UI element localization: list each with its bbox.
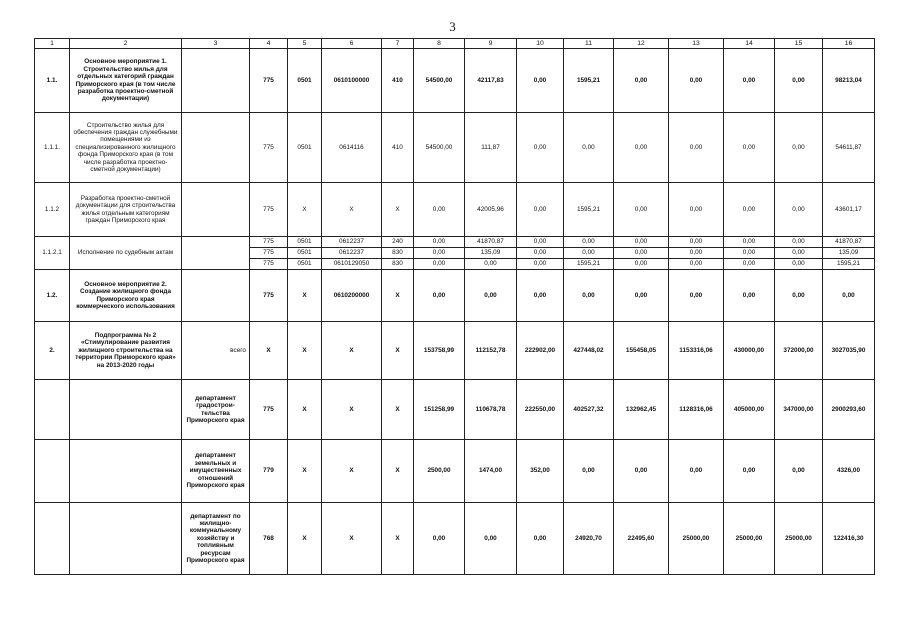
table-cell: 410 [382,113,414,183]
table-cell: 25000,00 [775,503,823,575]
table-cell: 0,00 [614,183,669,237]
table-cell: 0501 [288,248,322,259]
table-cell: Х [288,183,322,237]
table-cell: 41870,87 [823,237,875,248]
table-cell: 775 [250,113,288,183]
table-cell: 0501 [288,49,322,113]
table-cell: департамент земельных и имущественных отношений Приморского края [182,440,250,503]
table-cell: 410 [382,49,414,113]
table-cell: 0,00 [669,49,724,113]
table-row [35,270,875,322]
table-cell: Х [288,380,322,440]
column-header: 6 [322,39,382,49]
table-cell: 0501 [288,237,322,248]
table-cell: 110678,78 [465,380,517,440]
table-cell: Х [382,270,414,322]
table-cell: Х [382,440,414,503]
table-cell: 2500,00 [414,440,465,503]
table-cell: 0,00 [465,259,517,270]
table-cell: 25000,00 [669,503,724,575]
table-cell: 132962,45 [614,380,669,440]
table-cell: Подпрограмма № 2 «Стимулирование развития жилищного строительства на территории Приморского края» на 2013-2020 годы [70,322,182,380]
table-cell: 830 [382,259,414,270]
table-cell: 1595,21 [564,49,614,113]
table-cell: 775 [250,237,288,248]
table-cell: 0,00 [414,248,465,259]
table-cell: 1595,21 [823,259,875,270]
table-cell [35,440,70,503]
table-cell: 0,00 [614,49,669,113]
table-cell [182,237,250,270]
table-cell: 0610129050 [322,259,382,270]
table-cell: 111,87 [465,113,517,183]
table-cell: 0,00 [724,440,775,503]
table-cell: 0,00 [564,237,614,248]
table-cell [182,113,250,183]
table-cell: 112152,78 [465,322,517,380]
table-cell [182,49,250,113]
table-cell: 0,00 [775,237,823,248]
table-cell: 0,00 [775,259,823,270]
table-cell: 135,09 [465,248,517,259]
column-header: 15 [775,39,823,49]
table-cell: 0,00 [414,503,465,575]
table-cell: 0,00 [724,248,775,259]
table-row [35,113,875,183]
table-cell: 0610200000 [322,270,382,322]
table-cell: Х [382,503,414,575]
column-header: 14 [724,39,775,49]
table-cell: 3027035,90 [823,322,875,380]
table-cell: 1128316,06 [669,380,724,440]
table-cell: 0,00 [724,270,775,322]
table-cell: Х [288,322,322,380]
table-cell: 768 [250,503,288,575]
table-cell: 775 [250,248,288,259]
table-cell: 54611,87 [823,113,875,183]
table-cell: 0,00 [517,49,564,113]
table-cell: 0614116 [322,113,382,183]
table-cell: 0,00 [614,248,669,259]
table-cell: 0,00 [614,113,669,183]
table-cell: всего [182,322,250,380]
column-header: 5 [288,39,322,49]
table-cell: департамент по жилищно-коммунальному хозяйству и топливным ресурсам Приморского края [182,503,250,575]
table-cell: Х [322,440,382,503]
table-cell: Х [382,380,414,440]
table-cell: 0,00 [414,270,465,322]
table-cell: 405000,00 [724,380,775,440]
table-cell: 0,00 [614,237,669,248]
table-cell [70,440,182,503]
table-cell: 0,00 [823,270,875,322]
column-header: 1 [35,39,70,49]
column-header: 10 [517,39,564,49]
table-cell: 0,00 [414,183,465,237]
table-cell: 402527,32 [564,380,614,440]
table-row [35,322,875,380]
table-cell: 0612237 [322,248,382,259]
table-cell: 151258,99 [414,380,465,440]
column-header: 4 [250,39,288,49]
table-cell: 830 [382,248,414,259]
table-header-row [35,39,875,49]
column-header: 12 [614,39,669,49]
table-cell: 22495,60 [614,503,669,575]
table-row [35,503,875,575]
table-cell: 0,00 [775,49,823,113]
table-cell: 42117,83 [465,49,517,113]
table-cell: Основное мероприятие 2. Создание жилищного фонда Приморского края коммерческого использования [70,270,182,322]
column-header: 3 [182,39,250,49]
table-cell: 775 [250,183,288,237]
table-cell: 0,00 [775,113,823,183]
table-cell: 0,00 [669,237,724,248]
table-row [35,380,875,440]
table-cell: 0,00 [517,248,564,259]
table-cell: 1595,21 [564,183,614,237]
table-cell: 0,00 [669,183,724,237]
table-cell: 0,00 [564,248,614,259]
table-cell: 0,00 [724,113,775,183]
table-cell: 0612237 [322,237,382,248]
column-header: 7 [382,39,414,49]
table-cell: Х [322,183,382,237]
table-cell: 0,00 [517,183,564,237]
table-cell: 0,00 [517,270,564,322]
table-cell: Х [382,183,414,237]
table-cell: Х [288,270,322,322]
table-cell: департамент градострои-тельства Приморского края [182,380,250,440]
table-cell: 0501 [288,259,322,270]
column-header: 13 [669,39,724,49]
table-cell: 0,00 [465,503,517,575]
table-cell: Х [322,503,382,575]
table-cell: 0,00 [614,259,669,270]
table-cell: Х [382,322,414,380]
table-cell: 1.1.2 [35,183,70,237]
table-cell: 775 [250,270,288,322]
table-cell: 54500,00 [414,49,465,113]
table-cell: Разработка проектно-сметной документации для строительства жилья отдельным категориям граждан Приморского края [70,183,182,237]
table-cell: 222550,00 [517,380,564,440]
table-cell: 0610100000 [322,49,382,113]
table-cell: 0,00 [724,237,775,248]
table-cell [182,183,250,237]
table-cell: 0,00 [669,113,724,183]
table-cell: Х [250,322,288,380]
table-cell: 2900293,60 [823,380,875,440]
table-cell [70,380,182,440]
table-cell: Х [288,440,322,503]
table-row [35,49,875,113]
table-cell: 42005,96 [465,183,517,237]
table-cell: 2. [35,322,70,380]
table-cell: 0,00 [775,183,823,237]
table-cell: Исполнение по судебным актам [70,237,182,270]
table-cell: Основное мероприятие 1. Строительство жилья для отдельных категорий граждан Приморского края (в том числе разработка проектно-сметной документации) [70,49,182,113]
table-cell: Строительство жилья для обеспечения граждан служебными помещениями из специализированного жилищного фонда Приморского края (в том числе разработка проектно-сметной документации) [70,113,182,183]
table-cell [70,503,182,575]
table-cell: 0,00 [564,113,614,183]
table-cell: 775 [250,259,288,270]
table-cell: 0,00 [669,270,724,322]
table-cell: 0,00 [669,248,724,259]
table-cell: 430000,00 [724,322,775,380]
table-cell: 0,00 [775,440,823,503]
table-cell [35,380,70,440]
table-cell: 1.1. [35,49,70,113]
page-number: 3 [449,19,456,34]
table-cell: 372000,00 [775,322,823,380]
table-cell: 427448,02 [564,322,614,380]
table-cell: 0,00 [517,237,564,248]
table-cell: 0,00 [669,440,724,503]
table-cell: 0,00 [414,259,465,270]
table-cell: 775 [250,49,288,113]
table-cell: 0,00 [724,259,775,270]
table-cell: 122416,30 [823,503,875,575]
column-header: 16 [823,39,875,49]
table-cell: 0,00 [614,270,669,322]
table-cell: 54500,00 [414,113,465,183]
table-cell: 222902,00 [517,322,564,380]
table-row [35,237,875,248]
table-cell: 0,00 [517,113,564,183]
table-cell: 1474,00 [465,440,517,503]
table-cell: 0,00 [614,440,669,503]
table-cell: 0,00 [669,259,724,270]
table-cell: 0,00 [724,49,775,113]
table-cell: 347000,00 [775,380,823,440]
table-cell: 153758,99 [414,322,465,380]
table-cell: 98213,04 [823,49,875,113]
table-cell: 0,00 [517,259,564,270]
table-cell: 775 [250,380,288,440]
table-cell: 0,00 [724,183,775,237]
table-cell: Х [322,322,382,380]
column-header: 9 [465,39,517,49]
table-cell: 0,00 [775,248,823,259]
table-cell: 0,00 [517,503,564,575]
budget-table [34,38,875,575]
table-cell: Х [322,380,382,440]
table-cell: 240 [382,237,414,248]
table-row [35,440,875,503]
table-cell: 155458,05 [614,322,669,380]
table-cell: 0,00 [564,440,614,503]
table-cell: 24920,70 [564,503,614,575]
table-cell: 1.1.1. [35,113,70,183]
column-header: 2 [70,39,182,49]
table-cell: 41870,87 [465,237,517,248]
table-cell: 0501 [288,113,322,183]
table-cell: 352,00 [517,440,564,503]
table-cell: Х [288,503,322,575]
table-cell: 0,00 [414,237,465,248]
table-cell: 1.2. [35,270,70,322]
table-cell: 43601,17 [823,183,875,237]
table-cell: 0,00 [564,270,614,322]
table-cell: 779 [250,440,288,503]
table-cell [182,270,250,322]
table-cell: 1153316,06 [669,322,724,380]
table-cell [35,503,70,575]
table-cell: 0,00 [465,270,517,322]
table-cell: 4326,00 [823,440,875,503]
table-cell: 1595,21 [564,259,614,270]
table-cell: 1.1.2.1 [35,237,70,270]
column-header: 8 [414,39,465,49]
table-row [35,183,875,237]
table-cell: 0,00 [775,270,823,322]
table-cell: 25000,00 [724,503,775,575]
column-header: 11 [564,39,614,49]
table-cell: 135,09 [823,248,875,259]
